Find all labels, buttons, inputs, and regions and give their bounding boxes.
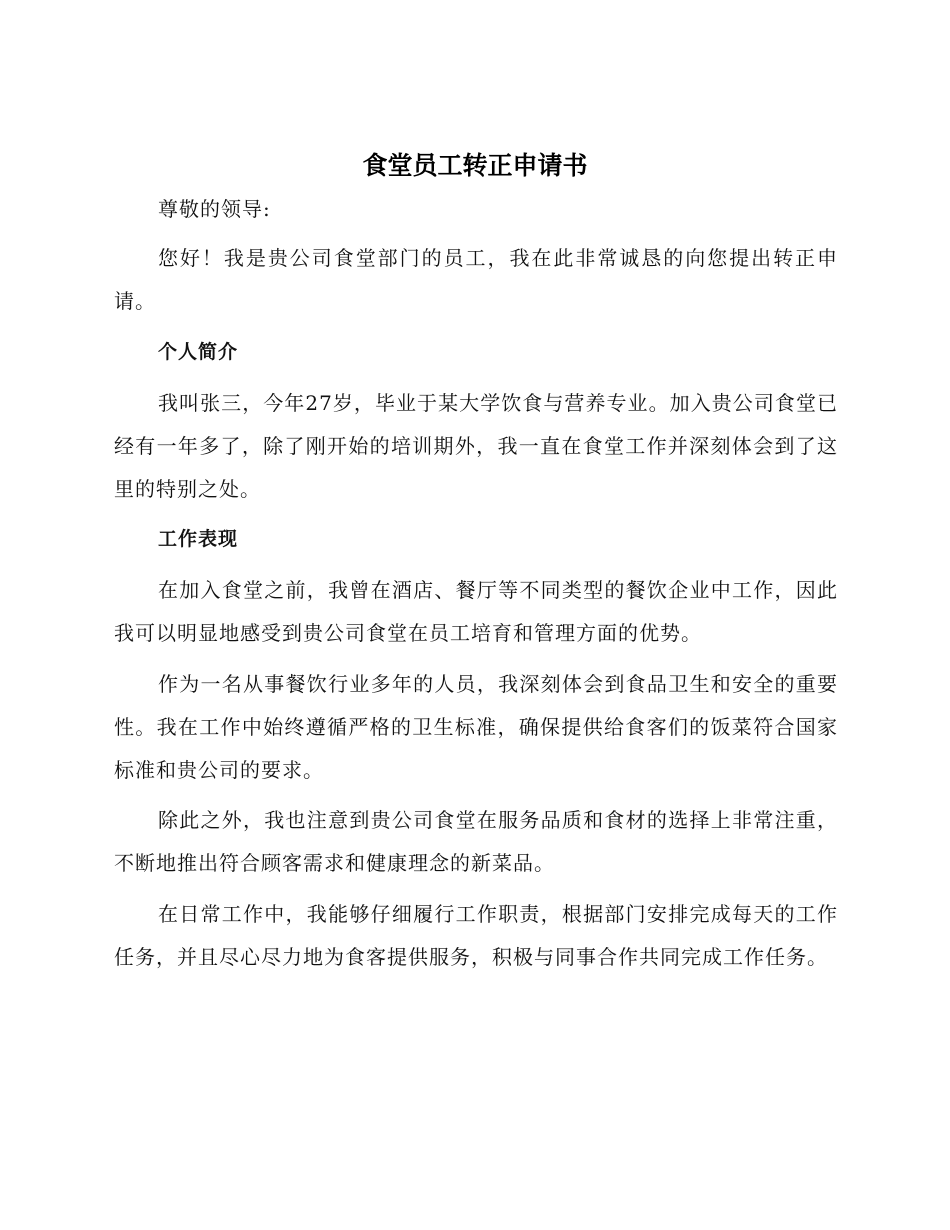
performance-paragraph-1: 在加入食堂之前，我曾在酒店、餐厅等不同类型的餐饮企业中工作，因此我可以明显地感受到贵公司食堂在员工培育和管理方面的优势。 [114,578,838,645]
section-heading-performance: 工作表现 [158,528,239,550]
page-title: 食堂员工转正申请书 [362,151,588,180]
performance-paragraph-2: 作为一名从事餐饮行业多年的人员，我深刻体会到食品卫生和安全的重要性。我在工作中始终遵循严格的卫生标准，确保提供给食客们的饭菜符合国家标准和贵公司的要求。 [114,672,838,782]
salutation: 尊敬的领导: [158,197,271,221]
intro-paragraph: 您好！我是贵公司食堂部门的员工，我在此非常诚恳的向您提出转正申请。 [114,246,838,313]
profile-paragraph: 我叫张三，今年27岁，毕业于某大学饮食与营养专业。加入贵公司食堂已经有一年多了，除了刚开始的培训期外，我一直在食堂工作并深刻体会到了这里的特别之处。 [114,391,838,501]
performance-paragraph-3: 除此之外，我也注意到贵公司食堂在服务品质和食材的选择上非常注重，不断地推出符合顾客需求和健康理念的新菜品。 [114,808,838,875]
performance-paragraph-4: 在日常工作中，我能够仔细履行工作职责，根据部门安排完成每天的工作任务，并且尽心尽力地为食客提供服务，积极与同事合作共同完成工作任务。 [114,902,838,969]
section-heading-profile: 个人简介 [158,341,239,363]
